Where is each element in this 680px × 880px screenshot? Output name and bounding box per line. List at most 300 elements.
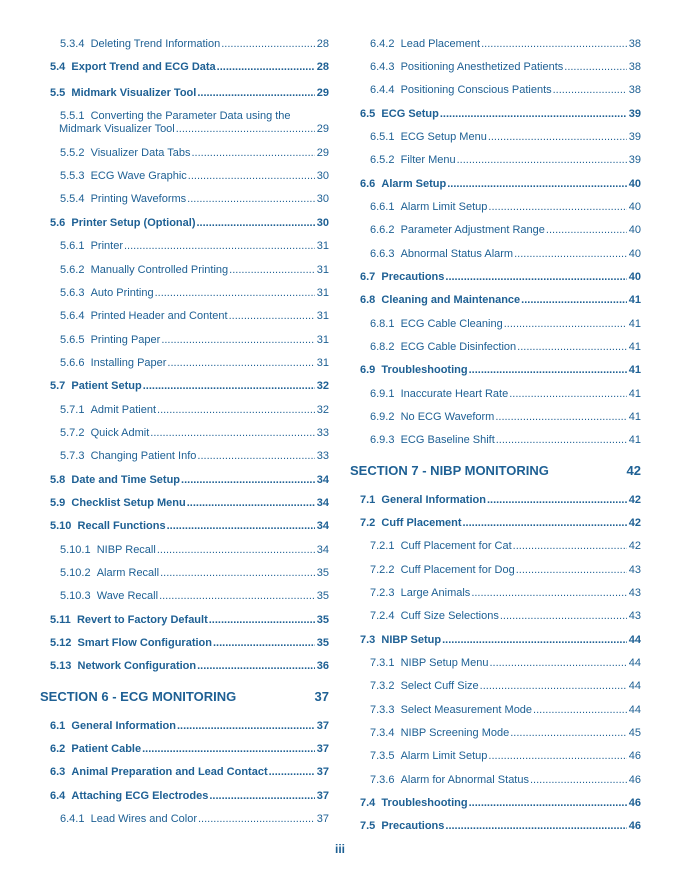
toc-entry-number: 7.2.3: [370, 587, 395, 599]
toc-entry-page: 40: [628, 178, 641, 190]
toc-subentry[interactable]: [60, 264, 329, 277]
toc-subentry[interactable]: [370, 411, 641, 424]
toc-entry-label: [370, 201, 487, 214]
toc-entry-number: 5.7.1: [60, 404, 85, 416]
toc-subentry[interactable]: [370, 224, 641, 237]
toc-entry-page: 46: [628, 797, 641, 809]
toc-entry-label: [370, 540, 512, 553]
toc-entry-title: Precautions: [381, 820, 445, 832]
toc-entry-title: Lead Wires and Color: [90, 813, 197, 825]
toc-subentry[interactable]: [60, 193, 329, 206]
toc-entry-label: [60, 287, 154, 300]
dot-leader: [209, 614, 315, 627]
dot-leader: [481, 38, 627, 51]
toc-entry-title: ECG Setup Menu: [400, 131, 487, 143]
toc-entry[interactable]: [50, 743, 329, 756]
toc-entry-title: ECG Cable Disinfection: [400, 341, 517, 353]
toc-entry-number: 5.10.2: [60, 567, 91, 579]
dot-leader: [160, 567, 315, 580]
toc-entry-page: 40: [628, 224, 641, 236]
toc-entry-page: 39: [628, 154, 641, 166]
toc-entry-number: 5.5.3: [60, 170, 85, 182]
toc-entry-label: [50, 61, 216, 74]
toc-entry-title: Alarm Limit Setup: [400, 750, 488, 762]
toc-entry-title: Changing Patient Info: [90, 450, 197, 462]
toc-entry[interactable]: [360, 108, 641, 121]
toc-entry-page: 44: [628, 680, 641, 692]
toc-entry-title: Printed Header and Content: [90, 310, 228, 322]
toc-subentry[interactable]: [370, 341, 641, 354]
toc-entry-label: [370, 564, 515, 577]
toc-subentry[interactable]: [370, 434, 641, 447]
toc-subentry[interactable]: [60, 544, 329, 557]
dot-leader: [229, 264, 315, 277]
dot-leader: [209, 790, 314, 803]
toc-entry[interactable]: [50, 217, 329, 230]
toc-entry-number: 6.6.1: [370, 201, 395, 213]
toc-entry-page: 31: [316, 310, 329, 322]
toc-subentry[interactable]: [370, 540, 641, 553]
toc-entry-title: Checklist Setup Menu: [71, 497, 186, 509]
toc-entry-title: NIBP Recall: [96, 544, 156, 556]
toc-entry-title: No ECG Waveform: [400, 411, 495, 423]
toc-subentry[interactable]: [60, 38, 329, 51]
toc-entry-title: Revert to Factory Default: [76, 614, 208, 626]
toc-entry-label: [60, 450, 196, 463]
dot-leader: [176, 123, 315, 136]
toc-subentry[interactable]: [370, 680, 641, 693]
toc-entry-number: 5.10.3: [60, 590, 91, 602]
toc-entry-title: Export Trend and ECG Data: [71, 61, 216, 73]
toc-entry-label: [360, 178, 446, 191]
toc-entry-number: 5.9: [50, 497, 66, 509]
dot-leader: [124, 240, 315, 253]
dot-leader: [487, 494, 627, 507]
page-number: iii: [334, 842, 345, 856]
toc-entry-label: [50, 217, 195, 230]
toc-entry[interactable]: [50, 520, 329, 533]
toc-subentry[interactable]: [370, 38, 641, 51]
section-heading[interactable]: [350, 463, 641, 478]
toc-entry-page: 30: [316, 170, 329, 182]
toc-entry[interactable]: [360, 494, 641, 507]
toc-subentry[interactable]: [60, 357, 329, 370]
toc-entry-number: 6.8.2: [370, 341, 395, 353]
dot-leader: [445, 820, 626, 833]
toc-entry-page: 38: [628, 84, 641, 96]
dot-leader: [269, 766, 315, 779]
toc-entry-label: [50, 766, 268, 779]
toc-entry-page: 30: [316, 217, 329, 229]
toc-subentry[interactable]: [370, 318, 641, 331]
toc-entry-page: 40: [628, 248, 641, 260]
toc-entry[interactable]: [360, 797, 641, 810]
toc-entry-number: 6.5: [360, 108, 376, 120]
toc-entry-title: Filter Menu: [400, 154, 456, 166]
dot-leader: [213, 637, 315, 650]
toc-entry-title: Recall Functions: [77, 520, 166, 532]
toc-subentry[interactable]: [60, 567, 329, 580]
toc-entry-label: [60, 813, 197, 826]
dot-leader: [161, 334, 314, 347]
toc-entry-label: [50, 614, 208, 627]
toc-subentry[interactable]: [370, 248, 641, 261]
toc-entry-number: 7.3.6: [370, 774, 395, 786]
toc-subentry[interactable]: [60, 334, 329, 347]
toc-entry-label: [360, 517, 462, 530]
toc-entry-number: 7.1: [360, 494, 376, 506]
toc-entry-page: 31: [316, 240, 329, 252]
toc-entry-number: 6.4.3: [370, 61, 395, 73]
toc-subentry[interactable]: [370, 154, 641, 167]
toc-entry-page: 41: [628, 341, 641, 353]
toc-entry-number: 5.4: [50, 61, 66, 73]
toc-subentry[interactable]: [370, 564, 641, 577]
dot-leader: [480, 680, 627, 693]
toc-entry-page: 31: [316, 264, 329, 276]
dot-leader: [471, 587, 626, 600]
dot-leader: [513, 540, 627, 553]
toc-entry-number: 5.5.2: [60, 147, 85, 159]
dot-leader: [445, 271, 626, 284]
toc-entry-title: Installing Paper: [90, 357, 167, 369]
toc-entry-label: [50, 380, 142, 393]
toc-entry-page: 37: [316, 813, 329, 825]
toc-entry-label: [370, 750, 487, 763]
toc-subentry[interactable]: [370, 610, 641, 623]
toc-subentry[interactable]: [60, 240, 329, 253]
toc-entry-label: [370, 84, 552, 97]
toc-entry-page: 41: [628, 294, 641, 306]
toc-entry-page: 41: [628, 364, 641, 376]
toc-entry[interactable]: [360, 178, 641, 191]
toc-entry-title: ECG Cable Cleaning: [400, 318, 503, 330]
toc-entry-number: 6.9: [360, 364, 376, 376]
toc-entry-page: 46: [628, 820, 641, 832]
toc-entry-page: 34: [316, 544, 329, 556]
toc-entry-number: 7.2.1: [370, 540, 395, 552]
dot-leader: [177, 720, 315, 733]
toc-entry-label: [370, 411, 494, 424]
toc-entry-number: 5.7.3: [60, 450, 85, 462]
toc-subentry[interactable]: [370, 131, 641, 144]
toc-subentry[interactable]: [60, 170, 329, 183]
toc-entry-page: 34: [316, 497, 329, 509]
dot-leader: [440, 108, 627, 121]
toc-entry-page: 41: [628, 388, 641, 400]
toc-entry-number: 6.4: [50, 790, 66, 802]
dot-leader: [564, 61, 626, 74]
toc-subentry[interactable]: [370, 61, 641, 74]
toc-entry-number: 6.6: [360, 178, 376, 190]
toc-entry-number: 5.13: [50, 660, 72, 672]
toc-entry-title: Alarm Recall: [96, 567, 160, 579]
toc-subentry[interactable]: [370, 84, 641, 97]
toc-entry-page: 39: [628, 108, 641, 120]
toc-entry-label: [360, 271, 444, 284]
toc-entry-label: [370, 224, 545, 237]
toc-entry-label: [60, 404, 156, 417]
toc-entry-label: [60, 240, 123, 253]
toc-entry-label: [360, 494, 486, 507]
toc-entry[interactable]: [360, 294, 641, 307]
toc-entry-page: 34: [316, 474, 329, 486]
toc-entry-page: 45: [628, 727, 641, 739]
toc-subentry[interactable]: [60, 110, 329, 136]
toc-entry-title: Midmark Visualizer Tool: [71, 87, 197, 99]
toc-entry-label: [370, 154, 456, 167]
toc-entry-title: General Information: [71, 720, 176, 732]
dot-leader: [181, 474, 315, 487]
dot-leader: [488, 131, 627, 144]
dot-leader: [496, 434, 627, 447]
toc-entry-title: Attaching ECG Electrodes: [71, 790, 209, 802]
toc-entry-label: [60, 38, 220, 51]
toc-entry-page: 35: [316, 637, 329, 649]
toc-entry-number: 6.4.2: [370, 38, 395, 50]
toc-entry-number: 6.7: [360, 271, 376, 283]
dot-leader: [517, 341, 627, 354]
toc-entry-page: 43: [628, 610, 641, 622]
toc-entry-number: 5.5.1: [60, 110, 85, 122]
toc-entry-number: 6.8.1: [370, 318, 395, 330]
toc-entry-title: Manually Controlled Printing: [90, 264, 229, 276]
toc-entry-page: 29: [316, 123, 329, 135]
toc-entry-page: 37: [316, 720, 329, 732]
toc-entry-label: [370, 38, 480, 51]
toc-entry-title: General Information: [381, 494, 486, 506]
dot-leader: [157, 544, 315, 557]
toc-entry-number: 7.4: [360, 797, 376, 809]
toc-entry-page: 35: [316, 614, 329, 626]
toc-entry-page: 31: [316, 287, 329, 299]
section-heading-title: SECTION 6 - ECG MONITORING: [40, 689, 237, 704]
dot-leader: [516, 564, 627, 577]
toc-entry-number: 5.3.4: [60, 38, 85, 50]
dot-leader: [488, 201, 626, 214]
dot-leader: [229, 310, 315, 323]
dot-leader: [159, 590, 315, 603]
toc-entry-number: 5.10: [50, 520, 72, 532]
toc-entry-label: [360, 820, 444, 833]
toc-entry-page: 28: [316, 61, 329, 73]
toc-entry-page: 33: [316, 450, 329, 462]
dot-leader: [469, 364, 627, 377]
toc-entry-label: [370, 610, 499, 623]
toc-entry-number: 7.3.1: [370, 657, 395, 669]
toc-entry-title: Troubleshooting: [381, 364, 468, 376]
toc-entry[interactable]: [50, 614, 329, 627]
toc-entry-label: [360, 364, 468, 377]
toc-entry-label: [360, 634, 441, 647]
toc-subentry[interactable]: [60, 450, 329, 463]
toc-entry-label: [370, 131, 487, 144]
section-heading-page: 37: [314, 689, 329, 704]
toc-entry-label: [60, 590, 158, 603]
toc-entry-page: 44: [628, 704, 641, 716]
toc-entry[interactable]: [360, 517, 641, 530]
toc-entry-page: 44: [628, 657, 641, 669]
toc-subentry[interactable]: [60, 590, 329, 603]
toc-subentry[interactable]: [370, 704, 641, 717]
toc-entry[interactable]: [50, 380, 329, 393]
dot-leader: [546, 224, 627, 237]
toc-entry-page: 37: [316, 790, 329, 802]
toc-entry-number: 5.11: [50, 614, 71, 626]
toc-entry-title: Alarm Limit Setup: [400, 201, 488, 213]
dot-leader: [504, 318, 627, 331]
toc-entry[interactable]: [50, 497, 329, 510]
toc-entry-title: Positioning Conscious Patients: [400, 84, 552, 96]
dot-leader: [530, 774, 627, 787]
toc-entry[interactable]: [50, 720, 329, 733]
toc-entry-label: [50, 743, 141, 756]
dot-leader: [197, 660, 315, 673]
toc-entry[interactable]: [50, 790, 329, 803]
toc-entry-number: 5.6.3: [60, 287, 85, 299]
toc-entry-label: [360, 108, 439, 121]
dot-leader: [187, 193, 315, 206]
dot-leader: [221, 38, 315, 51]
toc-subentry[interactable]: [60, 147, 329, 160]
toc-entry[interactable]: [360, 271, 641, 284]
toc-entry-label: [60, 264, 228, 277]
toc-entry-title: Alarm for Abnormal Status: [400, 774, 529, 786]
toc-entry-page: 32: [316, 380, 329, 392]
toc-entry-label: [370, 657, 488, 670]
toc-entry[interactable]: [50, 660, 329, 673]
dot-leader: [514, 248, 627, 261]
toc-entry-page: 37: [316, 766, 329, 778]
toc-entry-number: 5.7.2: [60, 427, 85, 439]
toc-entry-label: [50, 637, 212, 650]
dot-leader: [521, 294, 627, 307]
toc-subentry[interactable]: [370, 727, 641, 740]
toc-entry-number: 5.10.1: [60, 544, 91, 556]
toc-entry-number: 6.6.3: [370, 248, 395, 260]
toc-entry-title: ECG Baseline Shift: [400, 434, 495, 446]
toc-entry-number: 6.8: [360, 294, 376, 306]
toc-entry[interactable]: [360, 634, 641, 647]
toc-entry-title: Select Measurement Mode: [400, 704, 533, 716]
toc-entry-title: Parameter Adjustment Range: [400, 224, 545, 236]
toc-entry-number: 6.6.2: [370, 224, 395, 236]
dot-leader: [142, 743, 315, 756]
toc-entry[interactable]: [50, 637, 329, 650]
dot-leader: [500, 610, 627, 623]
toc-entry-page: 46: [628, 774, 641, 786]
toc-entry-number: 5.5: [50, 87, 66, 99]
toc-entry-number: 6.9.1: [370, 388, 395, 400]
toc-entry-number: 7.3.5: [370, 750, 395, 762]
toc-entry-number: 5.5.4: [60, 193, 85, 205]
toc-entry-title: Lead Placement: [400, 38, 481, 50]
toc-subentry[interactable]: [60, 287, 329, 300]
toc-entry-title: Inaccurate Heart Rate: [400, 388, 509, 400]
toc-entry-label: [370, 341, 516, 354]
toc-entry-number: 6.1: [50, 720, 66, 732]
toc-entry-number: 7.2.4: [370, 610, 395, 622]
toc-entry-label: [370, 727, 509, 740]
toc-entry-number: 6.5.2: [370, 154, 395, 166]
toc-entry-number: 7.5: [360, 820, 376, 832]
toc-entry-title: NIBP Screening Mode: [400, 727, 510, 739]
toc-entry-title: Date and Time Setup: [71, 474, 181, 486]
toc-entry-page: 41: [628, 411, 641, 423]
toc-entry-page: 42: [628, 494, 641, 506]
toc-entry[interactable]: [50, 766, 329, 779]
toc-entry-label: [360, 797, 468, 810]
toc-entry-label: [370, 248, 513, 261]
toc-entry[interactable]: [360, 820, 641, 833]
toc-entry-page: 38: [628, 38, 641, 50]
toc-subentry[interactable]: [60, 310, 329, 323]
toc-entry-number: 6.5.1: [370, 131, 395, 143]
toc-entry-page: 31: [316, 357, 329, 369]
toc-subentry[interactable]: [370, 587, 641, 600]
dot-leader: [442, 634, 627, 647]
section-heading-page: 42: [626, 463, 641, 478]
toc-entry[interactable]: [360, 364, 641, 377]
dot-leader: [197, 87, 314, 100]
toc-entry-title: Precautions: [381, 271, 445, 283]
toc-entry-title: Deleting Trend Information: [90, 38, 221, 50]
toc-subentry[interactable]: [370, 657, 641, 670]
toc-entry-page: 32: [316, 404, 329, 416]
toc-subentry[interactable]: [60, 427, 329, 440]
toc-entry-number: 5.6: [50, 217, 66, 229]
toc-entry-title: ECG Setup: [381, 108, 439, 120]
toc-subentry[interactable]: [370, 750, 641, 763]
toc-subentry[interactable]: [60, 404, 329, 417]
toc-entry-page: 31: [316, 334, 329, 346]
toc-entry-title: Visualizer Data Tabs: [90, 147, 191, 159]
toc-entry-page: 38: [628, 61, 641, 73]
toc-entry[interactable]: [50, 87, 329, 100]
toc-entry-number: 7.3.4: [370, 727, 395, 739]
toc-entry-label: [60, 147, 190, 160]
toc-entry-label: [60, 427, 149, 440]
toc-entry-line2: [59, 123, 329, 136]
toc-entry-page: 46: [628, 750, 641, 762]
toc-entry-title: Cuff Placement for Dog: [400, 564, 515, 576]
dot-leader: [533, 704, 627, 717]
toc-entry-label: [60, 170, 187, 183]
dot-leader: [463, 517, 627, 530]
toc-entry-title: Network Configuration: [77, 660, 197, 672]
dot-leader: [488, 750, 626, 763]
toc-entry-title: Abnormal Status Alarm: [400, 248, 514, 260]
toc-subentry[interactable]: [370, 201, 641, 214]
dot-leader: [447, 178, 627, 191]
toc-subentry[interactable]: [370, 774, 641, 787]
toc-entry-title: NIBP Setup: [381, 634, 442, 646]
toc-subentry[interactable]: [60, 813, 329, 826]
toc-entry[interactable]: [50, 474, 329, 487]
toc-entry-title: Printing Waveforms: [90, 193, 187, 205]
dot-leader: [167, 520, 315, 533]
section-heading[interactable]: [40, 689, 329, 704]
toc-subentry[interactable]: [370, 388, 641, 401]
toc-entry-label: [360, 294, 520, 307]
toc-entry[interactable]: [50, 61, 329, 74]
toc-entry-number: 7.2.2: [370, 564, 395, 576]
dot-leader: [143, 380, 315, 393]
toc-entry-title: ECG Wave Graphic: [90, 170, 187, 182]
toc-entry-title: Wave Recall: [96, 590, 159, 602]
dot-leader: [196, 217, 314, 230]
toc-entry-number: 5.12: [50, 637, 72, 649]
